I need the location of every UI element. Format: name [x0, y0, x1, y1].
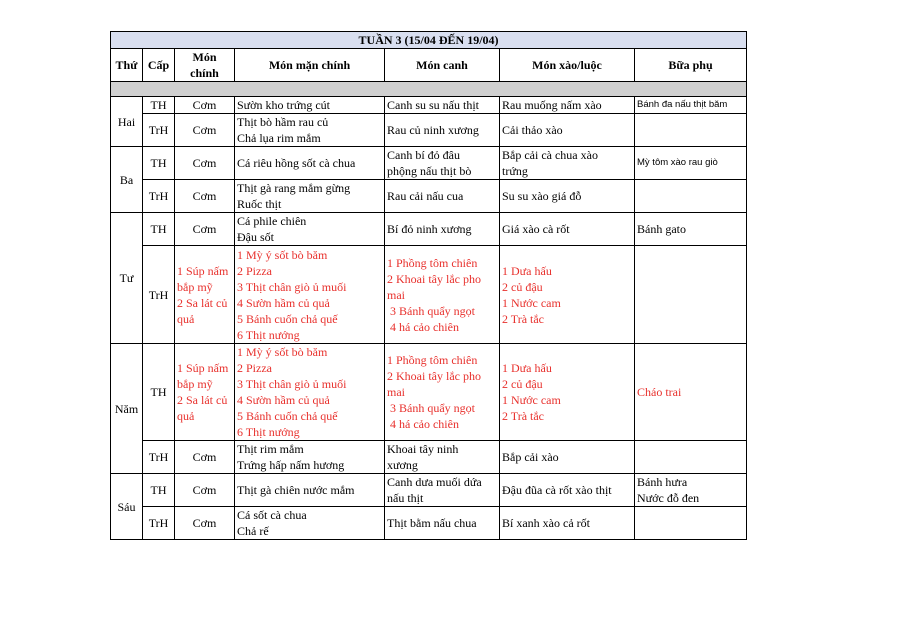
stirfry-cell [500, 344, 635, 441]
day-cell: Năm [111, 344, 143, 474]
level-cell: TH [143, 97, 175, 114]
dish-line: 6 Thịt nướng [237, 327, 300, 342]
header-thu: Thứ [111, 49, 143, 82]
salty-dish-cell [235, 114, 385, 147]
dish-line: Ruốc thịt [237, 197, 282, 211]
level-cell: TrH [143, 507, 175, 540]
dish-line: 5 Bánh cuốn chả quế [237, 409, 338, 423]
main-dish-cell: Cơm [175, 97, 235, 114]
table-row [111, 180, 747, 213]
soup-cell [385, 441, 500, 474]
dish-line: mai [387, 385, 405, 399]
dish-line: 3 Thịt chân giò ủ muối [237, 279, 347, 294]
level-cell: TH [143, 474, 175, 507]
level-cell: TrH [143, 246, 175, 344]
snack-cell [635, 441, 747, 474]
stirfry-cell: Su su xào giá đỗ [500, 180, 635, 213]
table-row [111, 507, 747, 540]
soup-cell [385, 344, 500, 441]
dish-line: Chả rế [237, 524, 269, 538]
dish-line: 1 Mỳ ý sốt bò băm [237, 247, 328, 262]
salty-dish-cell [235, 507, 385, 540]
dish-line: 2 Pizza [237, 361, 272, 375]
dish-line: 1 Dưa hấu [502, 361, 552, 375]
dish-line: 1 Nước cam [502, 295, 561, 310]
snack-cell: Cháo trai [635, 344, 747, 441]
title-row [111, 32, 747, 49]
header-mon-man: Món mặn chính [235, 49, 385, 82]
stirfry-cell [500, 147, 635, 180]
salty-dish-cell: Cá riêu hồng sốt cà chua [235, 147, 385, 180]
dish-line: 2 Sa lát củ [177, 295, 228, 310]
salty-dish-cell [235, 344, 385, 441]
snack-cell [635, 507, 747, 540]
stirfry-cell: Cải thảo xào [500, 114, 635, 147]
dish-line: 2 Khoai tây lắc pho [387, 271, 481, 286]
separator-row [111, 82, 747, 97]
level-cell: TrH [143, 180, 175, 213]
salty-dish-cell: Sườn kho trứng cút [235, 97, 385, 114]
table-row [111, 246, 747, 344]
dish-line: 2 củ đậu [502, 377, 543, 391]
dish-line: 2 Khoai tây lắc pho [387, 369, 481, 383]
level-cell: TH [143, 344, 175, 441]
dish-line: 1 Phồng tôm chiên [387, 353, 478, 367]
soup-cell: Thịt bằm nấu chua [385, 507, 500, 540]
dish-line: 3 Bánh quẩy ngọt [387, 303, 475, 318]
header-mon-canh: Món canh [385, 49, 500, 82]
dish-line: 6 Thịt nướng [237, 425, 300, 439]
dish-line: 3 Bánh quẩy ngọt [387, 401, 475, 415]
dish-line: 3 Thịt chân giò ủ muối [237, 377, 347, 391]
table-row [111, 213, 747, 246]
dish-line: bắp mỹ [177, 377, 213, 391]
stirfry-cell: Bắp cải xào [500, 441, 635, 474]
main-dish-cell: Cơm [175, 507, 235, 540]
soup-cell: Canh su su nấu thịt [385, 97, 500, 114]
dish-line: Thịt gà rang mắm gừng [237, 181, 351, 195]
dish-line: mai [387, 287, 405, 302]
weekly-menu-table [110, 31, 747, 540]
snack-cell [635, 246, 747, 344]
dish-line: 2 Trà tắc [502, 409, 544, 423]
day-cell: Ba [111, 147, 143, 213]
header-row [111, 49, 747, 82]
salty-dish-cell [235, 441, 385, 474]
table-row [111, 474, 747, 507]
week-title: TUẦN 3 (15/04 ĐẾN 19/04) [111, 32, 747, 49]
dish-line: xương [387, 458, 418, 472]
dish-line: 4 há cảo chiên [387, 417, 459, 431]
stirfry-cell: Bí xanh xào cả rốt [500, 507, 635, 540]
salty-dish-cell: Thịt gà chiên nước mắm [235, 474, 385, 507]
dish-line: Thịt bò hầm rau củ [237, 115, 329, 129]
dish-line: bắp mỹ [177, 279, 213, 294]
salty-dish-cell [235, 180, 385, 213]
main-dish-cell: Cơm [175, 474, 235, 507]
separator-cell [111, 82, 747, 97]
snack-cell [635, 114, 747, 147]
salty-dish-cell [235, 213, 385, 246]
dish-line: 1 Dưa hấu [502, 263, 552, 278]
dish-line: 1 Nước cam [502, 393, 561, 407]
header-mon-xao: Món xào/luộc [500, 49, 635, 82]
dish-line: nấu thịt [387, 491, 424, 505]
stirfry-cell [500, 246, 635, 344]
soup-cell [385, 147, 500, 180]
level-cell: TrH [143, 441, 175, 474]
dish-line: 2 củ đậu [502, 279, 543, 294]
snack-cell: Bánh đa nấu thịt băm [635, 97, 747, 114]
dish-line: 5 Bánh cuốn chả quế [237, 311, 338, 326]
day-cell: Tư [111, 213, 143, 344]
soup-cell [385, 246, 500, 344]
snack-cell: Bánh gato [635, 213, 747, 246]
table-row [111, 441, 747, 474]
dish-line: Chả lụa rim mắm [237, 131, 321, 145]
dish-line: Canh dưa muối dứa [387, 475, 482, 489]
dish-line: 4 há cảo chiên [387, 319, 459, 334]
dish-line: Cá sốt cà chua [237, 508, 307, 522]
dish-line: Canh bí đỏ đâu [387, 148, 460, 162]
dish-line: 2 Sa lát củ [177, 393, 228, 407]
dish-line: Nước đỗ đen [637, 491, 700, 505]
day-cell: Sáu [111, 474, 143, 540]
stirfry-cell: Đậu đũa cà rốt xào thịt [500, 474, 635, 507]
main-dish-cell: Cơm [175, 147, 235, 180]
header-mon-chinh: Món chính [175, 49, 235, 82]
level-cell: TH [143, 213, 175, 246]
soup-cell: Rau củ ninh xương [385, 114, 500, 147]
day-cell: Hai [111, 97, 143, 147]
table-row [111, 97, 747, 114]
dish-line: trứng [502, 164, 528, 178]
dish-line: quả [177, 409, 195, 423]
snack-cell [635, 474, 747, 507]
snack-cell: Mỳ tôm xào rau giò [635, 147, 747, 180]
header-bua-phu: Bữa phụ [635, 49, 747, 82]
level-cell: TH [143, 147, 175, 180]
soup-cell: Rau cải nấu cua [385, 180, 500, 213]
dish-line: Trứng hấp nấm hương [237, 458, 345, 472]
dish-line: Đậu sốt [237, 230, 274, 244]
dish-line: 1 Súp nấm [177, 361, 229, 375]
level-cell: TrH [143, 114, 175, 147]
main-dish-cell [175, 246, 235, 344]
main-dish-cell: Cơm [175, 441, 235, 474]
header-cap: Cấp [143, 49, 175, 82]
dish-line: 1 Súp nấm [177, 263, 229, 278]
dish-line: 4 Sườn hầm củ quả [237, 295, 330, 310]
main-dish-cell: Cơm [175, 180, 235, 213]
salty-dish-cell [235, 246, 385, 344]
soup-cell: Bí đỏ ninh xương [385, 213, 500, 246]
dish-line: 2 Trà tắc [502, 311, 544, 326]
dish-line: Thịt rim mắm [237, 442, 304, 456]
table-row [111, 114, 747, 147]
table-row [111, 147, 747, 180]
stirfry-cell: Rau muống nấm xào [500, 97, 635, 114]
table-row [111, 344, 747, 441]
dish-line: Khoai tây ninh [387, 442, 459, 456]
dish-line: Bắp cải cà chua xào [502, 148, 598, 162]
dish-line: phộng nấu thịt bò [387, 164, 472, 178]
dish-line: 1 Phồng tôm chiên [387, 255, 478, 270]
dish-line: Cá phile chiên [237, 214, 307, 228]
dish-line: quả [177, 311, 195, 326]
main-dish-cell: Cơm [175, 213, 235, 246]
dish-line: 2 Pizza [237, 263, 272, 278]
soup-cell [385, 474, 500, 507]
main-dish-cell [175, 344, 235, 441]
main-dish-cell: Cơm [175, 114, 235, 147]
snack-cell [635, 180, 747, 213]
dish-line: 4 Sườn hầm củ quả [237, 393, 330, 407]
stirfry-cell: Giá xào cà rốt [500, 213, 635, 246]
dish-line: 1 Mỳ ý sốt bò băm [237, 345, 328, 359]
dish-line: Bánh hưra [637, 475, 688, 489]
